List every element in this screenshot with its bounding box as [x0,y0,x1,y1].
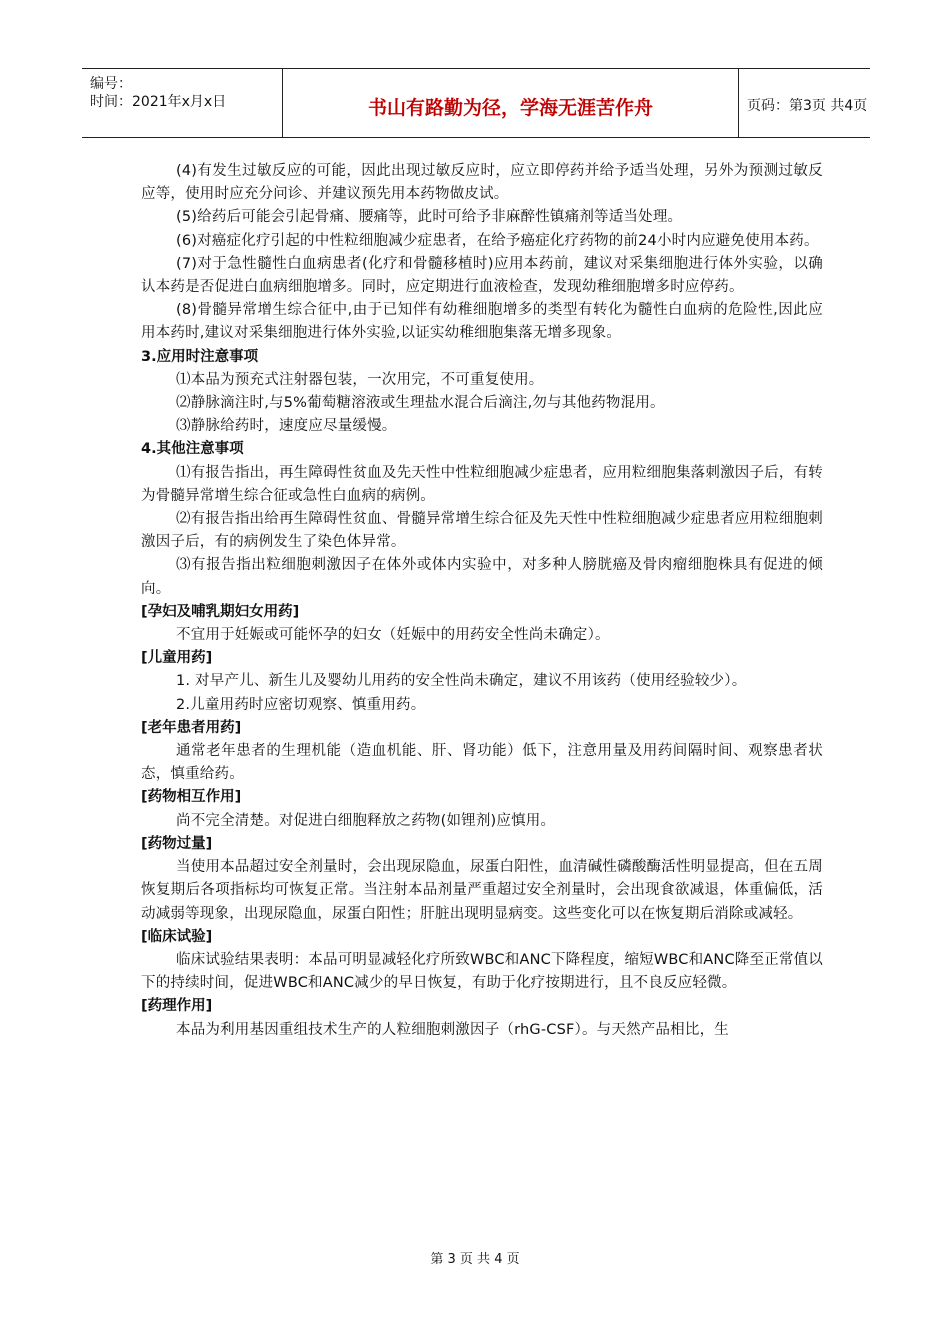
body-paragraph: ⑴本品为预充式注射器包装，一次用完，不可重复使用。 [176,371,544,388]
section-heading: [临床试验] [141,928,213,945]
body-paragraph: 通常老年患者的生理机能（造血机能、肝、肾功能）低下，注意用量及用药间隔时间、观察患者状态，慎重给药。 [141,743,823,783]
motto-text: 书山有路勤为径，学海无涯苦作舟 [367,97,653,119]
section-heading: [药理作用] [141,998,213,1015]
page-footer: 第 3 页 共 4 页 [430,1252,520,1267]
body-paragraph: ⑵有报告指出给再生障碍性贫血、骨髓异常增生综合征及先天性中性粒细胞减少症患者应用粒细胞刺激因子后，有的病例发生了染色体异常。 [141,511,823,551]
body-paragraph: ⑶静脉给药时，速度应尽量缓慢。 [176,418,397,435]
section-heading: 3.应用时注意事项 [141,348,259,365]
body-paragraph: (4)有发生过敏反应的可能，因此出现过敏反应时，应立即停药并给予适当处理，另外为预测过敏反应等，使用时应充分问诊、并建议预先用本药物做皮试。 [141,163,823,203]
header-motto-cell [283,69,739,137]
header-page-cell [739,69,870,137]
body-paragraph: (8)骨髓异常增生综合征中,由于已知伴有幼稚细胞增多的类型有转化为髓性白血病的危险性,因此应用本药时,建议对采集细胞进行体外实验,以证实幼稚细胞集落无增多现象。 [141,302,823,342]
section-heading: [药物过量] [141,835,213,852]
body-paragraph: 2.儿童用药时应密切观察、慎重用药。 [176,696,426,713]
body-paragraph: ⑴有报告指出，再生障碍性贫血及先天性中性粒细胞减少症患者，应用粒细胞集落刺激因子后，有转为骨髓异常增生综合征或急性白血病的病例。 [141,464,823,504]
body-paragraph: (6)对癌症化疗引起的中性粒细胞减少症患者，在给予癌症化疗药物的前24小时内应避免使用本药。 [176,232,819,249]
body-paragraph: 本品为利用基因重组技术生产的人粒细胞刺激因子（rhG-CSF）。与天然产品相比，生 [176,1021,729,1038]
body-paragraph: 临床试验结果表明：本品可明显减轻化疗所致WBC和ANC下降程度，缩短WBC和ANC降至正常值以下的持续时间，促进WBC和ANC减少的早日恢复，有助于化疗按期进行，且不良反应轻微。 [141,951,823,992]
body-paragraph: 不宜用于妊娠或可能怀孕的妇女（妊娠中的用药安全性尚未确定）。 [176,627,610,644]
section-heading: [老年患者用药] [141,719,242,736]
section-heading: [孕妇及哺乳期妇女用药] [141,603,300,620]
doc-time-label: 时间：2021年x月x日 [90,94,227,110]
body-paragraph: 1. 对早产儿、新生儿及婴幼儿用药的安全性尚未确定，建议不用该药（使用经验较少）。 [176,673,747,690]
section-heading: [药物相互作用] [141,789,242,806]
body-paragraph: (5)给药后可能会引起骨痛、腰痛等，此时可给予非麻醉性镇痛剂等适当处理。 [176,209,683,226]
section-heading: [儿童用药] [141,650,213,667]
section-heading: 4.其他注意事项 [141,441,244,458]
header-info-cell [82,69,283,137]
body-paragraph: ⑶有报告指出粒细胞刺激因子在体外或体内实验中，对多种人膀胱癌及骨肉瘤细胞株具有促进的倾向。 [141,557,823,597]
body-paragraph: (7)对于急性髓性白血病患者(化疗和骨髓移植时)应用本药前，建议对采集细胞进行体外实验，以确认本药是否促进白血病细胞增多。同时，应定期进行血液检查，发现幼稚细胞增多时应停药。 [141,255,823,296]
body-paragraph: 尚不完全清楚。对促进白细胞释放之药物(如锂剂)应慎用。 [176,812,556,829]
document-body [141,160,823,1042]
body-paragraph: 当使用本品超过安全剂量时，会出现尿隐血，尿蛋白阳性，血清碱性磷酸酶活性明显提高，但在五周恢复期后各项指标均可恢复正常。当注射本品剂量严重超过安全剂量时，会出现食欲减退，体重偏低，活动减弱等现象，出现尿隐血，尿蛋白阳性；肝脏出现明显病变。这些变化可以在恢复期后消除或减轻。 [141,859,823,922]
body-paragraph: ⑵静脉滴注时,与5%葡萄糖溶液或生理盐水混合后滴注,勿与其他药物混用。 [176,395,665,412]
page-header [82,68,870,138]
doc-number-label: 编号： [90,76,132,92]
page-number-label: 页码：第3页 共4页 [747,98,868,114]
